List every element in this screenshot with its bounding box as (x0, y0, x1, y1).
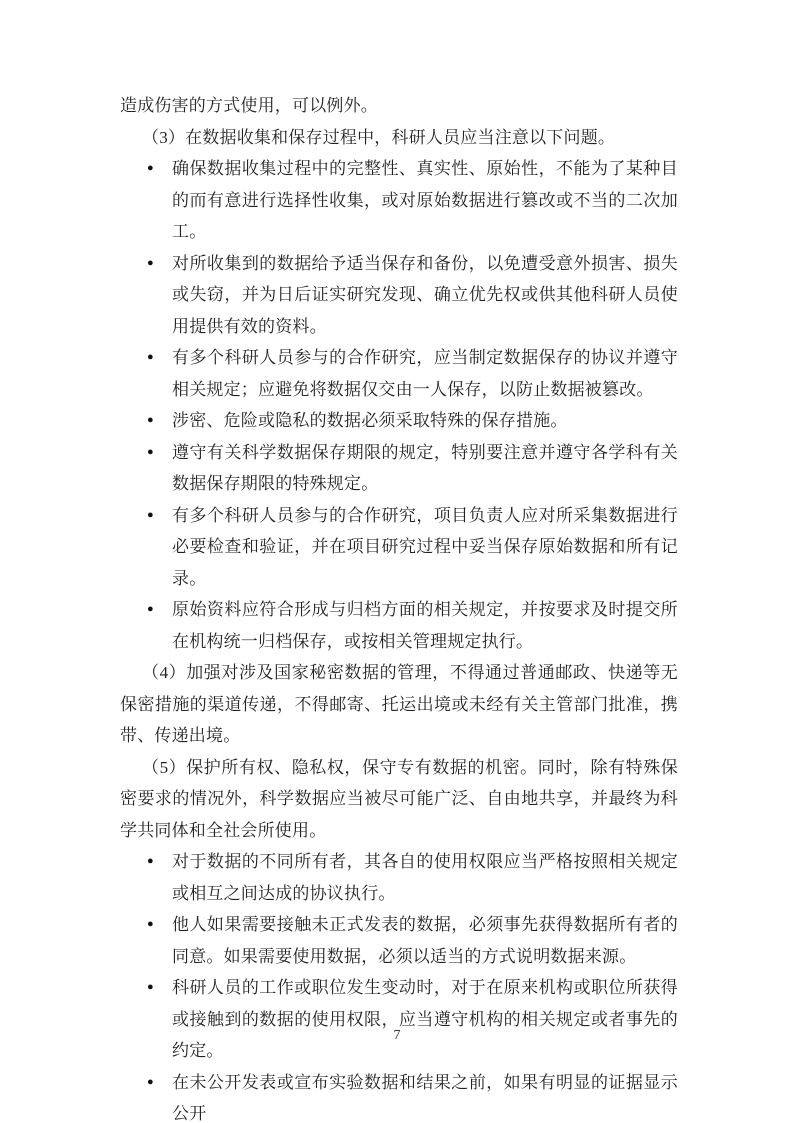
document-body (120, 90, 678, 1123)
bullet-list-item (120, 153, 678, 248)
bullet-icon: ● (147, 508, 154, 521)
paragraph-continuation: 造成伤害的方式使用，可以例外。 (120, 96, 378, 115)
bullet-text: 在未公开发表或宣布实验数据和结果之前，如果有明显的证据显示公开 (172, 1072, 678, 1123)
bullet-text: 对于数据的不同所有者，其各自的使用权限应当严格按照相关规定或相互之间达成的协议执行。 (172, 852, 678, 903)
bullet-list-item (120, 342, 678, 405)
bullet-text: 确保数据收集过程中的完整性、真实性、原始性，不能为了某种目的而有意进行选择性收集，或对原始数据进行篡改或不当的二次加工。 (172, 159, 678, 241)
bullet-text: 对所收集到的数据给予适当保存和备份，以免遭受意外损害、损失或失窃，并为日后证实研究发现、确立优先权或供其他科研人员使用提供有效的资料。 (172, 253, 678, 336)
bullet-text: 涉密、危险或隐私的数据必须采取特殊的保存措施。 (172, 411, 568, 430)
page-footer (0, 1026, 794, 1045)
bullet-icon: ● (147, 162, 154, 174)
bullet-icon: ● (147, 256, 154, 269)
bullet-text: 有多个科研人员参与的合作研究，应当制定数据保存的协议并遵守相关规定；应避免将数据仅交由一人保存，以防止数据被篡改。 (172, 348, 678, 399)
bullet-icon: ● (147, 445, 154, 458)
bullet-list-item (120, 972, 678, 1067)
paragraph-item-3: （3）在数据收集和保存过程中，科研人员应当注意以下问题。 (142, 127, 616, 147)
bullet-icon: ● (147, 855, 154, 867)
bullet-text: 原始资料应符合形成与归档方面的相关规定，并按要求及时提交所在机构统一归档保存，或按相关管理规定执行。 (172, 600, 678, 651)
bullet-list-item (120, 500, 678, 595)
bullet-text: 科研人员的工作或职位发生变动时，对于在原来机构或职位所获得或接触到的数据的使用权限，应当遵守机构的相关规定或者事先的约定。 (172, 978, 678, 1060)
bullet-list-item (120, 846, 678, 909)
bullet-icon: ● (147, 414, 154, 426)
bullet-list-item (120, 1067, 678, 1123)
bullet-list-item (120, 437, 678, 500)
bullet-icon: ● (147, 1075, 154, 1088)
bullet-icon: ● (147, 981, 154, 993)
bullet-icon: ● (147, 351, 154, 363)
page-number: 7 (393, 1028, 401, 1043)
bullet-list-item (120, 594, 678, 657)
bullet-icon: ● (147, 918, 154, 930)
bullet-list-item (120, 248, 678, 343)
bullet-icon: ● (147, 603, 154, 615)
paragraph-item-5: （5）保护所有权、隐私权，保守专有数据的机密。同时，除有特殊保密要求的情况外，科学数据应当被尽可能广泛、自由地共享，并最终为科学共同体和全社会所使用。 (120, 757, 678, 840)
paragraph-item-4: （4）加强对涉及国家秘密数据的管理，不得通过普通邮政、快递等无保密措施的渠道传递，不得邮寄、托运出境或未经有关主管部门批准，携带、传递出境。 (120, 663, 678, 745)
bullet-list-item (120, 909, 678, 972)
bullet-text: 他人如果需要接触未正式发表的数据，必须事先获得数据所有者的同意。如果需要使用数据，必须以适当的方式说明数据来源。 (172, 915, 678, 966)
bullet-text: 遵守有关科学数据保存期限的规定，特别要注意并遵守各学科有关数据保存期限的特殊规定。 (172, 442, 678, 493)
bullet-list-item (120, 405, 678, 437)
bullet-text: 有多个科研人员参与的合作研究，项目负责人应对所采集数据进行必要检查和验证，并在项目研究过程中妥当保存原始数据和所有记录。 (172, 505, 678, 588)
